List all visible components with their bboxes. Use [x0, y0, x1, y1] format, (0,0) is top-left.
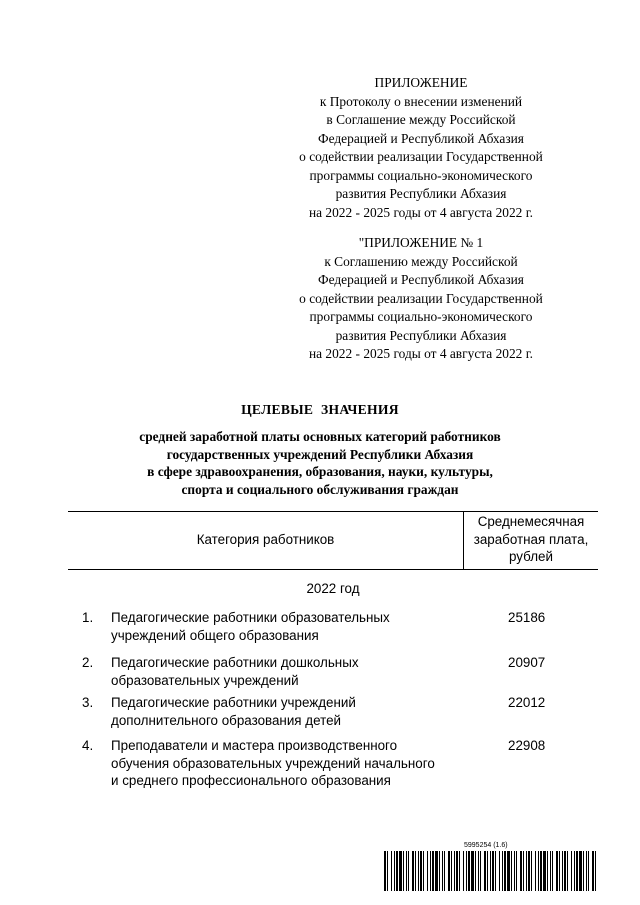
row-category — [111, 609, 461, 644]
header-line: рублей — [509, 549, 553, 564]
document-subtitle — [0, 428, 640, 498]
category-line: Педагогические работники образовательных — [111, 610, 390, 625]
appendix-line: "ПРИЛОЖЕНИЕ № 1 — [358, 235, 484, 250]
barcode-caption: 5995254 (1.6) — [464, 842, 508, 849]
appendix-line: на 2022 - 2025 годы от 4 августа 2022 г. — [308, 204, 534, 220]
appendix-agreement-note — [260, 234, 582, 364]
appendix-line: на 2022 - 2025 годы от 4 августа 2022 г. — [308, 346, 534, 361]
header-line: заработная плата, — [473, 531, 589, 547]
category-line: учреждений общего образования — [111, 627, 319, 643]
row-number: 1. — [82, 610, 94, 625]
row-value: 22908 — [508, 738, 546, 753]
barcode-icon — [384, 851, 598, 891]
appendix-line: Федерацией и Республикой Абхазия — [318, 130, 524, 146]
row-value: 25186 — [508, 610, 546, 625]
document-title: ЦЕЛЕВЫЕ ЗНАЧЕНИЯ — [241, 402, 399, 417]
appendix-line: в Соглашение между Российской — [326, 112, 516, 127]
column-header-category: Категория работников — [196, 532, 335, 547]
appendix-line: о содействии реализации Государственной — [299, 149, 543, 164]
appendix-line: о содействии реализации Государственной — [299, 290, 543, 306]
appendix-protocol-note — [260, 74, 582, 222]
category-line: Преподаватели и мастера производственного — [111, 738, 398, 753]
appendix-line: развития Республики Абхазия — [335, 327, 507, 343]
subtitle-line: спорта и социального обслуживания граждан — [181, 481, 459, 497]
row-number: 2. — [82, 655, 94, 670]
table-top-rule — [68, 511, 598, 512]
table-header-bottom-rule — [68, 569, 598, 570]
subtitle-line: средней заработной платы основных категорий работников — [139, 429, 501, 444]
row-value: 20907 — [508, 655, 546, 670]
header-line: Среднемесячная — [477, 514, 585, 529]
year-label: 2022 год — [306, 581, 360, 596]
appendix-line: программы социально-экономического — [309, 167, 533, 183]
category-line: Педагогические работники учреждений — [111, 695, 356, 710]
category-line: дополнительного образования детей — [111, 712, 342, 728]
category-line: и среднего профессионального образования — [111, 773, 391, 788]
appendix-line: к Соглашению между Российской — [324, 253, 518, 269]
subtitle-line: государственных учреждений Республики Абхазия — [166, 446, 474, 462]
column-header-salary — [464, 513, 598, 566]
category-line: обучения образовательных учреждений начального — [111, 755, 435, 771]
row-value: 22012 — [508, 695, 546, 710]
appendix-line: программы социально-экономического — [309, 309, 533, 324]
appendix-line: Федерацией и Республикой Абхазия — [318, 272, 524, 287]
appendix-line: развития Республики Абхазия — [335, 186, 507, 201]
row-category — [111, 654, 461, 689]
row-number: 4. — [82, 738, 94, 753]
barcode-stamp — [384, 842, 598, 892]
subtitle-line: в сфере здравоохранения, образования, науки, культуры, — [147, 464, 493, 479]
row-category — [111, 737, 461, 790]
row-category — [111, 694, 461, 729]
category-line: Педагогические работники дошкольных — [111, 655, 359, 670]
row-number: 3. — [82, 695, 94, 710]
category-line: образовательных учреждений — [111, 672, 299, 688]
appendix-line: к Протоколу о внесении изменений — [319, 93, 523, 109]
appendix-line: ПРИЛОЖЕНИЕ — [374, 75, 468, 90]
